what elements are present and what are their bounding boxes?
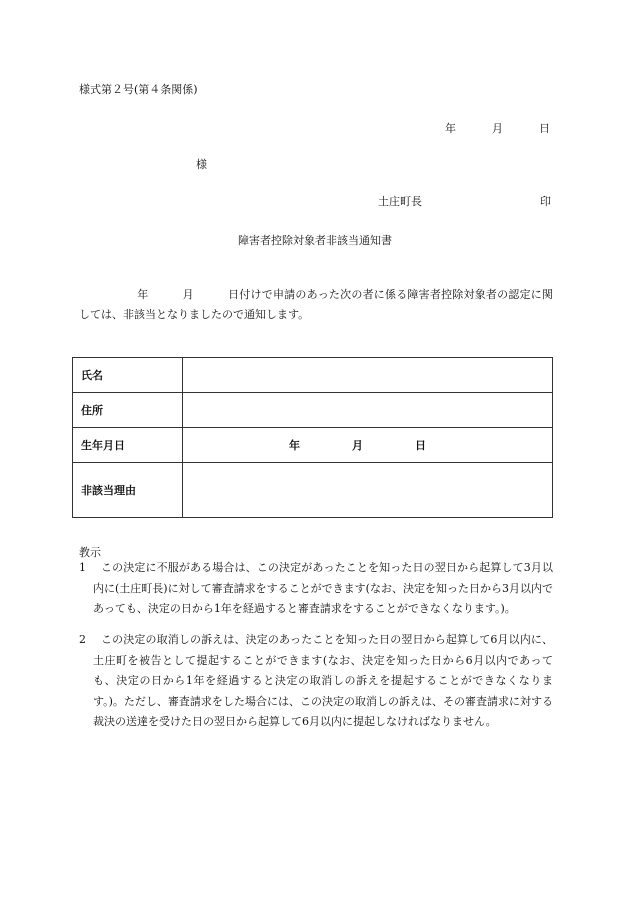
note-text: この決定に不服がある場合は、この決定があったことを知った日の翌日から起算して3月以内に(土庄町長)に対して審査請求をすることができます(なお、決定を知った日から3月以内であっても、決定の日から1年を経過すると審査請求をすることができなくなります。)。 <box>93 561 553 615</box>
note-item <box>79 558 553 620</box>
birthdate-value <box>183 428 553 463</box>
body-paragraph <box>79 285 553 325</box>
birthdate-label: 生年月日 <box>73 428 183 463</box>
subject-info-table <box>72 357 553 518</box>
date-year-label: 年 <box>445 122 456 135</box>
document-date <box>445 120 550 136</box>
birth-month-label: 月 <box>352 439 363 452</box>
note-number: 2 <box>79 633 86 646</box>
body-year: 年 <box>137 288 149 301</box>
table-row <box>73 428 553 463</box>
date-month-label: 月 <box>492 122 503 135</box>
table-row <box>73 393 553 428</box>
birth-year-label: 年 <box>289 439 300 452</box>
body-month: 月 <box>182 288 194 301</box>
address-value <box>183 393 553 428</box>
table-row <box>73 358 553 393</box>
reason-label: 非該当理由 <box>73 463 183 518</box>
note-text: この決定の取消しの訴えは、決定のあったことを知った日の翌日から起算して6月以内に、土庄町を被告として提起することができます(なお、決定を知った日から6月以内であっても、決定の日から1年を経過すると決定の取消しの訴えを提起することができなくなります。)。ただし、審査請求をした場合には、この決定の取消しの訴えは、その審査請求に対する裁決の送達を受けた日の翌日から起算して6月以内に提起しなければなりません。 <box>93 633 553 728</box>
addressee-suffix: 様 <box>196 158 207 171</box>
table-row <box>73 463 553 518</box>
name-label: 氏名 <box>73 358 183 393</box>
issuer-name: 土庄町長 <box>378 195 422 208</box>
note-number: 1 <box>79 561 86 574</box>
notes-heading: 教示 <box>79 546 101 559</box>
body-text: 日付けで申請のあった次の者に係る障害者控除対象者の認定に関しては、非該当となりましたので通知します。 <box>79 288 554 321</box>
date-day-label: 日 <box>539 122 550 135</box>
birth-day-label: 日 <box>415 439 426 452</box>
seal-mark: 印 <box>540 195 551 208</box>
address-label: 住所 <box>73 393 183 428</box>
document-title: 障害者控除対象者非該当通知書 <box>238 234 392 247</box>
form-number: 様式第２号(第４条関係) <box>79 83 198 96</box>
note-item <box>79 630 553 733</box>
name-value <box>183 358 553 393</box>
reason-value <box>183 463 553 518</box>
